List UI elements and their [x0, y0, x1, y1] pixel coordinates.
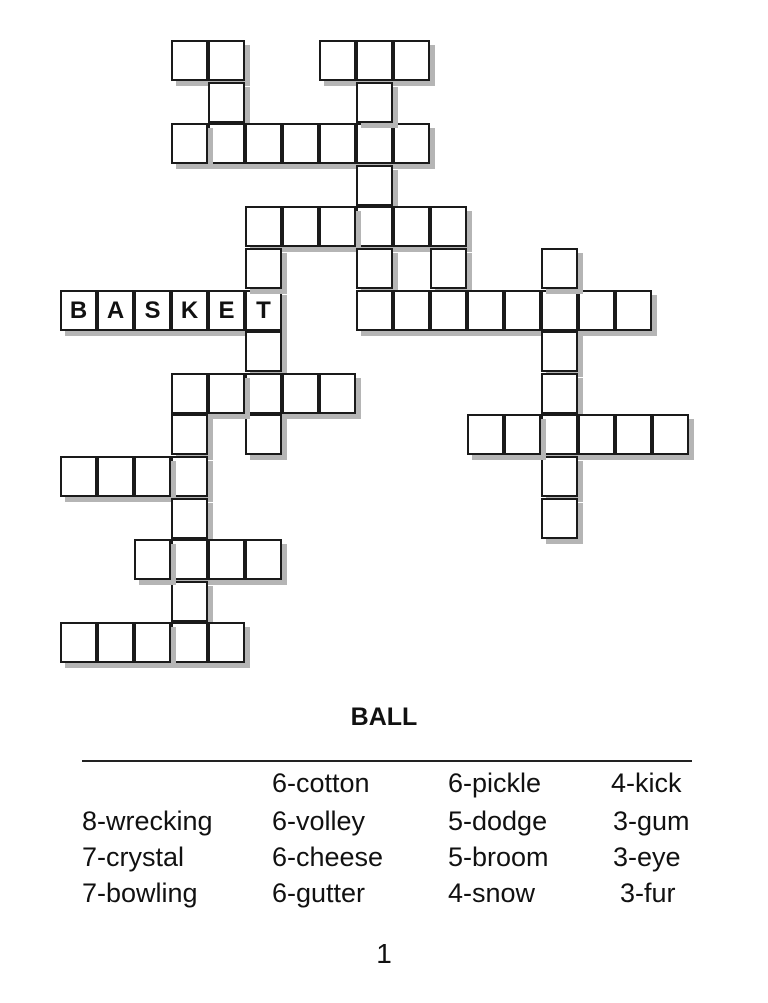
grid-cell[interactable]: S [134, 290, 171, 331]
grid-cell[interactable] [171, 456, 208, 497]
word-bank-item: 6-cheese [272, 842, 384, 872]
grid-cell[interactable] [171, 539, 208, 580]
grid-cell[interactable] [504, 414, 541, 455]
grid-cell[interactable] [245, 123, 282, 164]
grid-cell[interactable] [393, 40, 430, 81]
grid-cell[interactable] [134, 622, 171, 663]
grid-cell[interactable] [245, 206, 282, 247]
divider-line [82, 760, 692, 762]
grid-cell[interactable] [541, 414, 578, 455]
grid-cell[interactable] [356, 206, 393, 247]
grid-cell[interactable] [541, 248, 578, 289]
grid-cell[interactable] [578, 414, 615, 455]
grid-cell[interactable]: E [208, 290, 245, 331]
grid-cell[interactable] [319, 206, 356, 247]
grid-cell[interactable]: A [97, 290, 134, 331]
grid-cell[interactable] [60, 622, 97, 663]
grid-cell[interactable] [171, 40, 208, 81]
grid-cell[interactable] [652, 414, 689, 455]
word-bank-item: 6-volley [272, 806, 366, 836]
grid-cell[interactable] [467, 414, 504, 455]
grid-cell[interactable] [356, 165, 393, 206]
grid-cell[interactable] [134, 539, 171, 580]
grid-cell[interactable] [541, 290, 578, 331]
word-bank-item: 8-wrecking [82, 806, 213, 836]
grid-cell[interactable] [319, 373, 356, 414]
page-number: 1 [376, 938, 392, 969]
grid-cell[interactable]: K [171, 290, 208, 331]
grid-cell[interactable] [319, 40, 356, 81]
grid-cell[interactable] [356, 248, 393, 289]
grid-cell[interactable] [208, 373, 245, 414]
grid-cell[interactable] [171, 414, 208, 455]
word-bank-item: 7-crystal [82, 842, 185, 872]
grid-cell[interactable] [208, 622, 245, 663]
grid-cell[interactable] [430, 290, 467, 331]
grid-cell[interactable] [208, 123, 245, 164]
word-bank-item: 5-broom [448, 842, 549, 872]
grid-cell[interactable] [541, 331, 578, 372]
word-bank-item: 5-dodge [448, 806, 548, 836]
grid-cell[interactable] [245, 414, 282, 455]
grid-cell[interactable]: B [60, 290, 97, 331]
grid-cell[interactable] [282, 373, 319, 414]
grid-cell[interactable] [356, 290, 393, 331]
grid-cell[interactable] [430, 248, 467, 289]
grid-cell[interactable]: T [245, 290, 282, 331]
grid-cell[interactable] [245, 248, 282, 289]
grid-cell[interactable] [615, 290, 652, 331]
grid-cell[interactable] [171, 581, 208, 622]
word-bank-item: 3-eye [613, 842, 681, 872]
grid-cell[interactable] [504, 290, 541, 331]
word-bank-item: 7-bowling [82, 878, 198, 908]
word-bank-item: 3-fur [620, 878, 676, 908]
grid-cell[interactable] [356, 40, 393, 81]
word-bank-item: 6-gutter [272, 878, 366, 908]
grid-cell[interactable] [97, 456, 134, 497]
grid-cell[interactable] [208, 82, 245, 123]
grid-cell[interactable] [245, 373, 282, 414]
word-bank-item: 3-gum [613, 806, 690, 836]
word-bank-item: 6-cotton [272, 768, 370, 798]
grid-cell[interactable] [615, 414, 652, 455]
grid-cell[interactable] [393, 290, 430, 331]
puzzle-theme: BALL [350, 703, 418, 731]
grid-cell[interactable] [245, 539, 282, 580]
grid-cell[interactable] [171, 622, 208, 663]
grid-cell[interactable] [393, 123, 430, 164]
grid-cell[interactable] [393, 206, 430, 247]
grid-cell[interactable] [541, 456, 578, 497]
grid-cell[interactable] [319, 123, 356, 164]
grid-cell[interactable] [134, 456, 171, 497]
grid-cell[interactable] [282, 206, 319, 247]
grid-cell[interactable] [171, 373, 208, 414]
grid-cell[interactable] [578, 290, 615, 331]
grid-cell[interactable] [356, 82, 393, 123]
grid-cell[interactable] [171, 498, 208, 539]
grid-cell[interactable] [467, 290, 504, 331]
grid-cell[interactable] [356, 123, 393, 164]
word-bank-item: 6-pickle [448, 768, 542, 798]
grid-cell[interactable] [245, 331, 282, 372]
grid-cell[interactable] [60, 456, 97, 497]
grid-cell[interactable] [208, 40, 245, 81]
word-bank-item: 4-snow [448, 878, 536, 908]
grid-cell[interactable] [171, 123, 208, 164]
word-bank-item: 4-kick [611, 768, 682, 798]
grid-cell[interactable] [282, 123, 319, 164]
grid-cell[interactable] [541, 498, 578, 539]
grid-cell[interactable] [208, 539, 245, 580]
grid-cell[interactable] [430, 206, 467, 247]
grid-cell[interactable] [97, 622, 134, 663]
grid-cell[interactable] [541, 373, 578, 414]
